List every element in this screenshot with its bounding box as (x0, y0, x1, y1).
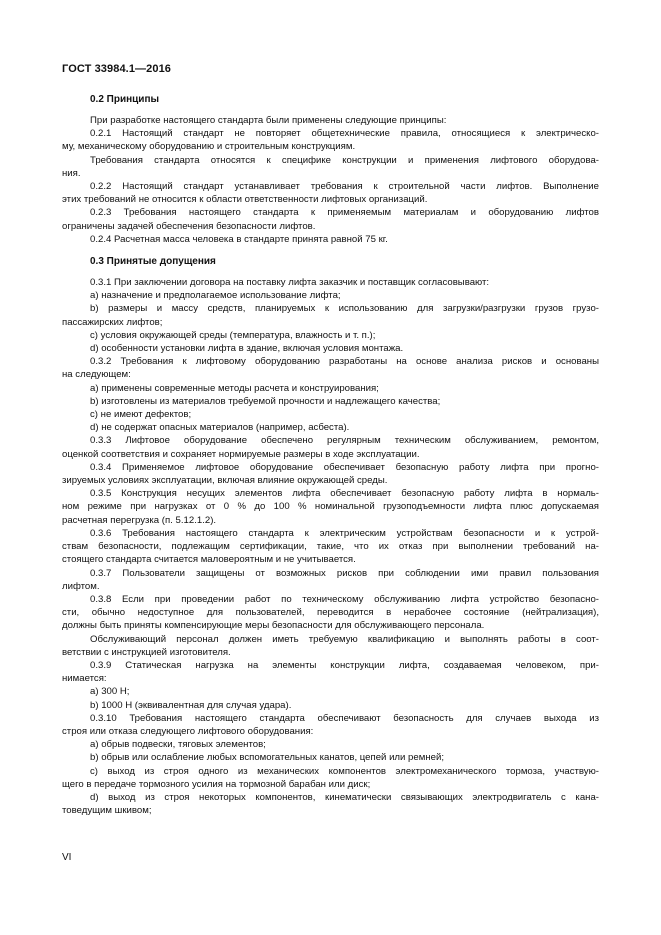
section-heading: 0.3 Принятые допущения (90, 256, 216, 268)
text-line: a) применены современные методы расчета и конструирования; (90, 382, 379, 394)
text-line: 0.3.3 Лифтовое оборудование обеспечено регулярным техническим обслуживанием, ремонтом, (90, 435, 599, 447)
text-line: ствам безопасности, подлежащим сертификации, такие, что их отказ при выполнении требований на- (62, 541, 599, 553)
section-body (62, 114, 599, 246)
text-line: оценкой соответствия и сохраняет нормируемые размеры в ходе эксплуатации. (62, 448, 420, 460)
section-heading: 0.2 Принципы (90, 94, 160, 105)
document-header: ГОСТ 33984.1—2016 (62, 63, 172, 75)
text-line: 0.3.10 Требования настоящего стандарта обеспечивают безопасность для случаев выхода из (90, 712, 599, 724)
text-line: товедущим шкивом; (62, 805, 152, 817)
text-line: 0.3.2 Требования к лифтовому оборудованию разработаны на основе анализа рисков и основаны (90, 356, 599, 368)
text-line: d) выход из строя некоторых компонентов, кинематически связывающих электродвигатель с кана- (90, 791, 599, 803)
text-line: му, механическому оборудованию и строительным конструкциям. (62, 141, 356, 153)
text-line: b) обрыв или ослабление любых вспомогательных канатов, цепей или ремней; (90, 752, 444, 764)
text-line: ограничены задачей обеспечения безопасности лифтов. (62, 220, 316, 232)
text-line: a) 300 Н; (90, 686, 130, 698)
text-line: c) выход из строя одного из механических компонентов электромеханического тормоза, участвую- (90, 765, 599, 777)
text-line: 0.3.4 Применяемое лифтовое оборудование обеспечивает безопасную работу лифта при прогно- (90, 461, 599, 473)
text-line: зируемых условиях эксплуатации, включая влияние окружающей среды. (62, 475, 388, 487)
text-line: Требования стандарта относятся к специфике конструкции и применения лифтового оборудова- (90, 154, 599, 166)
text-line: лифтом. (62, 580, 100, 592)
text-line: a) назначение и предполагаемое использование лифта; (90, 290, 341, 302)
section-body (62, 276, 599, 817)
page-number: VI (62, 852, 72, 863)
text-line: должны быть приняты компенсирующие меры безопасности для обслуживающего персонала. (62, 620, 485, 632)
text-line: сти, обычно недоступное для пользователей, переводится в нерабочее состояние (нейтрализация), (62, 607, 599, 619)
text-line: расчетная перегрузка (п. 5.12.1.2). (62, 514, 217, 526)
text-line: строя или отказа следующего лифтового оборудования: (62, 725, 314, 737)
text-line: d) не содержат опасных материалов (например, асбеста). (90, 422, 350, 434)
text-line: 0.2.4 Расчетная масса человека в стандарте принята равной 75 кг. (90, 233, 388, 245)
text-line: c) не имеют дефектов; (90, 409, 192, 421)
text-line: 0.2.1 Настоящий стандарт не повторяет общетехнические правила, относящиеся к электрическо- (90, 128, 599, 140)
text-line: ветствии с инструкцией изготовителя. (62, 646, 231, 658)
text-line: на следующем: (62, 369, 131, 381)
text-line: 0.3.5 Конструкция несущих элементов лифта обеспечивает безопасную работу лифта в нормаль- (90, 488, 599, 500)
text-line: При разработке настоящего стандарта были применены следующие принципы: (90, 115, 447, 126)
text-line: ния. (62, 167, 81, 179)
text-line: этих требований не относится к области ответственности лифтовых организаций. (62, 194, 428, 206)
text-line: 0.2.3 Требования настоящего стандарта к применяемым материалам и оборудованию лифтов (90, 207, 599, 219)
text-line: 0.3.6 Требования настоящего стандарта к электрическим устройствам безопасности и к устрой- (90, 527, 599, 539)
text-line: стоящего стандарта считается маловероятным и не учитывается. (62, 554, 356, 566)
text-line: c) условия окружающей среды (температура, влажность и т. п.); (90, 329, 376, 341)
text-line: Обслуживающий персонал должен иметь требуемую квалификацию и выполнять работы в соот- (90, 633, 599, 645)
text-line: a) обрыв подвески, тяговых элементов; (90, 739, 266, 751)
text-line: пассажирских лифтов; (62, 316, 163, 328)
text-line: щего в передаче тормозного усилия на тормозной барабан или диск; (62, 778, 371, 790)
text-line: 0.3.1 При заключении договора на поставку лифта заказчик и поставщик согласовывают: (90, 277, 490, 289)
text-line: b) 1000 Н (эквивалентная для случая удара). (90, 699, 292, 711)
text-line: нимается: (62, 673, 107, 685)
text-line: b) размеры и массу средств, планируемых к использованию для загрузки/разгрузки грузов грузо- (90, 303, 599, 315)
text-line: 0.3.8 Если при проведении работ по техническому обслуживанию лифта устройство безопасно- (90, 593, 599, 605)
text-line: 0.3.7 Пользователи защищены от возможных рисков при соблюдении ими правил пользования (90, 567, 599, 579)
text-line: d) особенности установки лифта в здание, включая условия монтажа. (90, 343, 404, 355)
text-line: b) изготовлены из материалов требуемой прочности и надлежащего качества; (90, 395, 441, 407)
document-body (62, 93, 599, 817)
text-line: ном режиме при нагрузках от 0 % до 100 % номинальной грузоподъемности лифта плюс допускаемая (62, 501, 599, 513)
text-line: 0.2.2 Настоящий стандарт устанавливает требования к строительной части лифтов. Выполнение (90, 181, 599, 193)
text-line: 0.3.9 Статическая нагрузка на элементы конструкции лифта, создаваемая человеком, при- (90, 659, 599, 671)
